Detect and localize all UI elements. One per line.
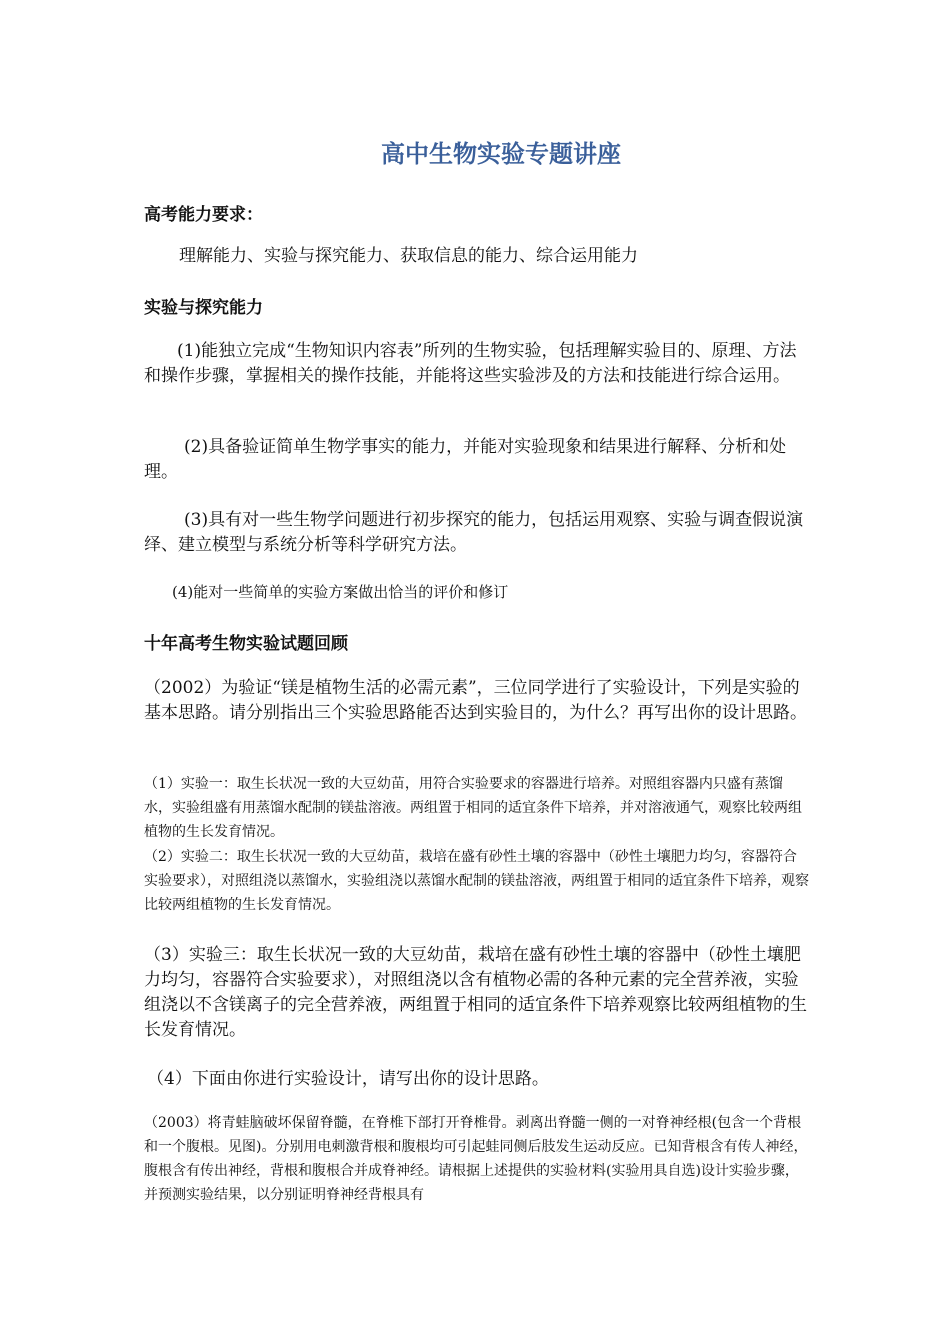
experiment-item-4: (4)能对一些简单的实验方案做出恰当的评价和修订	[172, 583, 509, 601]
q2002-experiment-1: （1）实验一：取生长状况一致的大豆幼苗，用符合实验要求的容器进行培养。对照组容器内只盛有蒸馏水，实验组盛有用蒸馏水配制的镁盐溶液。两组置于相同的适宜条件下培养，并对溶液通气，观察比较两组植物的生长发育情况。	[144, 776, 802, 840]
page-title: 高中生物实验专题讲座	[381, 140, 621, 168]
review-heading: 十年高考生物实验试题回顾	[144, 634, 348, 654]
q2002-intro: （2002）为验证“镁是植物生活的必需元素”，三位同学进行了实验设计，下列是实验的基本思路。请分别指出三个实验思路能否达到实验目的，为什么？再写出你的设计思路。	[144, 678, 807, 723]
experiment-item-1: (1)能独立完成“生物知识内容表”所列的生物实验，包括理解实验目的、原理、方法和操作步骤，掌握相关的操作技能，并能将这些实验涉及的方法和技能进行综合运用。	[144, 341, 797, 386]
q2002-experiment-2: （2）实验二：取生长状况一致的大豆幼苗，栽培在盛有砂性土壤的容器中（砂性土壤肥力均匀，容器符合实验要求），对照组浇以蒸馏水，实验组浇以蒸馏水配制的镁盐溶液，两组置于相同的适宜条件下培养，观察比较两组植物的生长发育情况。	[144, 849, 809, 913]
experiment-item-2: (2)具备验证简单生物学事实的能力，并能对实验现象和结果进行解释、分析和处理。	[144, 437, 787, 482]
q2002-part-4: （4）下面由你进行实验设计，请写出你的设计思路。	[147, 1069, 549, 1089]
q2002-experiment-3: （3）实验三：取生长状况一致的大豆幼苗，栽培在盛有砂性土壤的容器中（砂性土壤肥力均匀，容器符合实验要求），对照组浇以含有植物必需的各种元素的完全营养液，实验组浇以不含镁离子的完全营养液，两组置于相同的适宜条件下培养观察比较两组植物的生长发育情况。	[144, 945, 807, 1040]
experiment-item-3: (3)具有对一些生物学问题进行初步探究的能力，包括运用观察、实验与调查假说演绎、建立模型与系统分析等科学研究方法。	[144, 510, 804, 555]
ability-heading: 高考能力要求：	[144, 205, 263, 225]
ability-text: 理解能力、实验与探究能力、获取信息的能力、综合运用能力	[179, 246, 638, 266]
experiment-heading: 实验与探究能力	[144, 298, 263, 318]
q2003-text: （2003）将青蛙脑破坏保留脊髓，在脊椎下部打开脊椎骨。剥离出脊髓一侧的一对脊神经根(包含一个背根和一个腹根。见图)。分别用电刺激背根和腹根均可引起蛙同侧后肢发生运动反应。已知背根含有传人神经，腹根含有传出神经，背根和腹根合并成脊神经。请根据上述提供的实验材料(实验用具自选)设计实验步骤，并预测实验结果，以分别证明脊神经背根具有	[144, 1115, 808, 1203]
